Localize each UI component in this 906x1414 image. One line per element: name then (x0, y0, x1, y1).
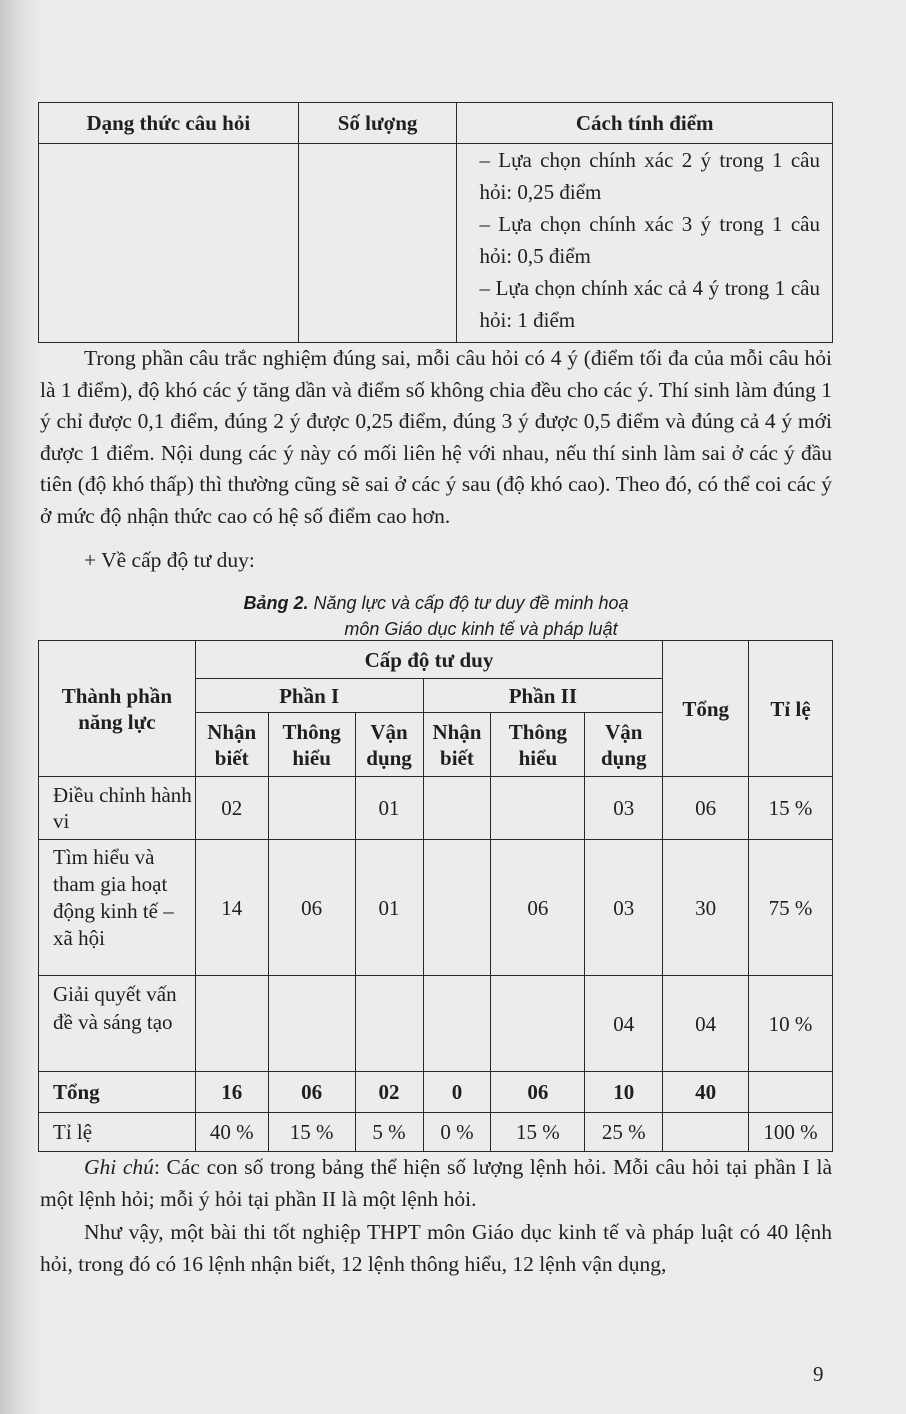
header-p2-recognize: Nhận biết (423, 713, 491, 777)
cell: 14 (195, 840, 268, 976)
table-note (40, 1152, 832, 1215)
cell: 15 % (268, 1113, 355, 1152)
scoring-line-2: – Lựa chọn chính xác 2 ý trong 1 câu hỏi: 0,25 điểm (479, 148, 820, 204)
header-thinking-level: Cấp độ tư duy (195, 641, 662, 679)
book-spine-shadow (0, 0, 40, 1414)
cell (195, 976, 268, 1072)
cell-quantity (298, 144, 457, 343)
cell: 16 (195, 1072, 268, 1113)
cell: 5 % (355, 1113, 423, 1152)
cell: 10 (585, 1072, 663, 1113)
table-row (39, 840, 833, 976)
cell: 01 (355, 840, 423, 976)
cell: 06 (491, 1072, 585, 1113)
cell: 75 % (749, 840, 833, 976)
cell: 04 (663, 976, 749, 1072)
scoring-line-4: – Lựa chọn chính xác cả 4 ý trong 1 câu hỏi: 1 điểm (479, 276, 820, 332)
row-name: Tổng (39, 1072, 196, 1113)
paragraph-true-false: Trong phần câu trắc nghiệm đúng sai, mỗi câu hỏi có 4 ý (điểm tối đa của mỗi câu hỏi là 1 điểm), độ khó các ý tăng dần và điểm số không chia đều cho các ý. Thí sinh làm đúng 1 ý chỉ được 0,1 điểm, đúng 2 ý được 0,25 điểm, đúng 3 ý được 0,5 điểm và đúng cả 4 ý mới được 1 điểm. Nội dung các ý này có mối liên hệ với nhau, nếu thí sinh làm sai ở các ý đầu tiên (độ khó thấp) thì thường cũng sẽ sai ở các ý sau (độ khó cao). Theo đó, có thể coi các ý ở mức độ nhận thức cao có hệ số điểm cao hơn. (40, 346, 832, 528)
row-name: Tỉ lệ (39, 1113, 196, 1152)
cell: 0 (423, 1072, 491, 1113)
paragraph-closing: Như vậy, một bài thi tốt nghiệp THPT môn Giáo dục kinh tế và pháp luật có 40 lệnh hỏi, trong đó có 16 lệnh nhận biết, 12 lệnh thông hiểu, 12 lệnh vận dụng, (40, 1220, 832, 1276)
row-name: Tìm hiểu và tham gia hoạt động kinh tế – xã hội (39, 840, 196, 976)
header-p2-apply: Vận dụng (585, 713, 663, 777)
cell (749, 1072, 833, 1113)
cell (268, 777, 355, 840)
page-number: 9 (813, 1362, 824, 1386)
table-row (39, 1113, 833, 1152)
header-p1-recognize: Nhận biết (195, 713, 268, 777)
cell: 100 % (749, 1113, 833, 1152)
cell: 04 (585, 976, 663, 1072)
cell: 06 (268, 840, 355, 976)
cell: 15 % (491, 1113, 585, 1152)
cell (423, 976, 491, 1072)
header-part-1: Phần I (195, 679, 423, 713)
header-question-format: Dạng thức câu hỏi (39, 103, 299, 144)
caption-label: Bảng 2. (243, 593, 309, 613)
note-label: Ghi chú (84, 1155, 154, 1179)
cell: 40 % (195, 1113, 268, 1152)
cell: 02 (355, 1072, 423, 1113)
cell (491, 777, 585, 840)
row-name: Điều chỉnh hành vi (39, 777, 196, 840)
note-text: : Các con số trong bảng thể hiện số lượng lệnh hỏi. Mỗi câu hỏi tại phần I là một lệnh hỏi; mỗi ý hỏi tại phần II là một lệnh hỏi. (40, 1155, 832, 1211)
caption-line-2: môn Giáo dục kinh tế và pháp luật (344, 619, 618, 639)
competency-table (38, 640, 833, 1152)
table-row (39, 777, 833, 840)
table-row (39, 1072, 833, 1113)
header-component: Thành phần năng lực (39, 641, 196, 777)
cell (423, 840, 491, 976)
cell: 25 % (585, 1113, 663, 1152)
cell (663, 1113, 749, 1152)
header-quantity: Số lượng (298, 103, 457, 144)
header-part-2: Phần II (423, 679, 663, 713)
caption-line-1: Năng lực và cấp độ tư duy đề minh hoạ (313, 593, 629, 613)
cell: 01 (355, 777, 423, 840)
cell: 02 (195, 777, 268, 840)
cell: 03 (585, 840, 663, 976)
table-row (39, 976, 833, 1072)
scoring-table (38, 102, 833, 343)
cell (268, 976, 355, 1072)
table-caption (40, 590, 832, 642)
header-ratio: Tỉ lệ (749, 641, 833, 777)
cell: 40 (663, 1072, 749, 1113)
scoring-line-3: – Lựa chọn chính xác 3 ý trong 1 câu hỏi: 0,5 điểm (479, 212, 820, 268)
cell: 03 (585, 777, 663, 840)
cell (491, 976, 585, 1072)
header-p1-understand: Thông hiểu (268, 713, 355, 777)
header-p1-apply: Vận dụng (355, 713, 423, 777)
cell (423, 777, 491, 840)
cell: 10 % (749, 976, 833, 1072)
cell: 06 (491, 840, 585, 976)
cell: 15 % (749, 777, 833, 840)
cell: 06 (268, 1072, 355, 1113)
cell-scoring-method (457, 144, 833, 343)
paragraph-thinking-level: + Về cấp độ tư duy: (84, 548, 255, 572)
row-name: Giải quyết vấn đề và sáng tạo (39, 976, 196, 1072)
cell (355, 976, 423, 1072)
cell: 0 % (423, 1113, 491, 1152)
header-scoring-method: Cách tính điểm (457, 103, 833, 144)
cell: 06 (663, 777, 749, 840)
cell-question-format (39, 144, 299, 343)
header-p2-understand: Thông hiểu (491, 713, 585, 777)
cell: 30 (663, 840, 749, 976)
header-total: Tổng (663, 641, 749, 777)
